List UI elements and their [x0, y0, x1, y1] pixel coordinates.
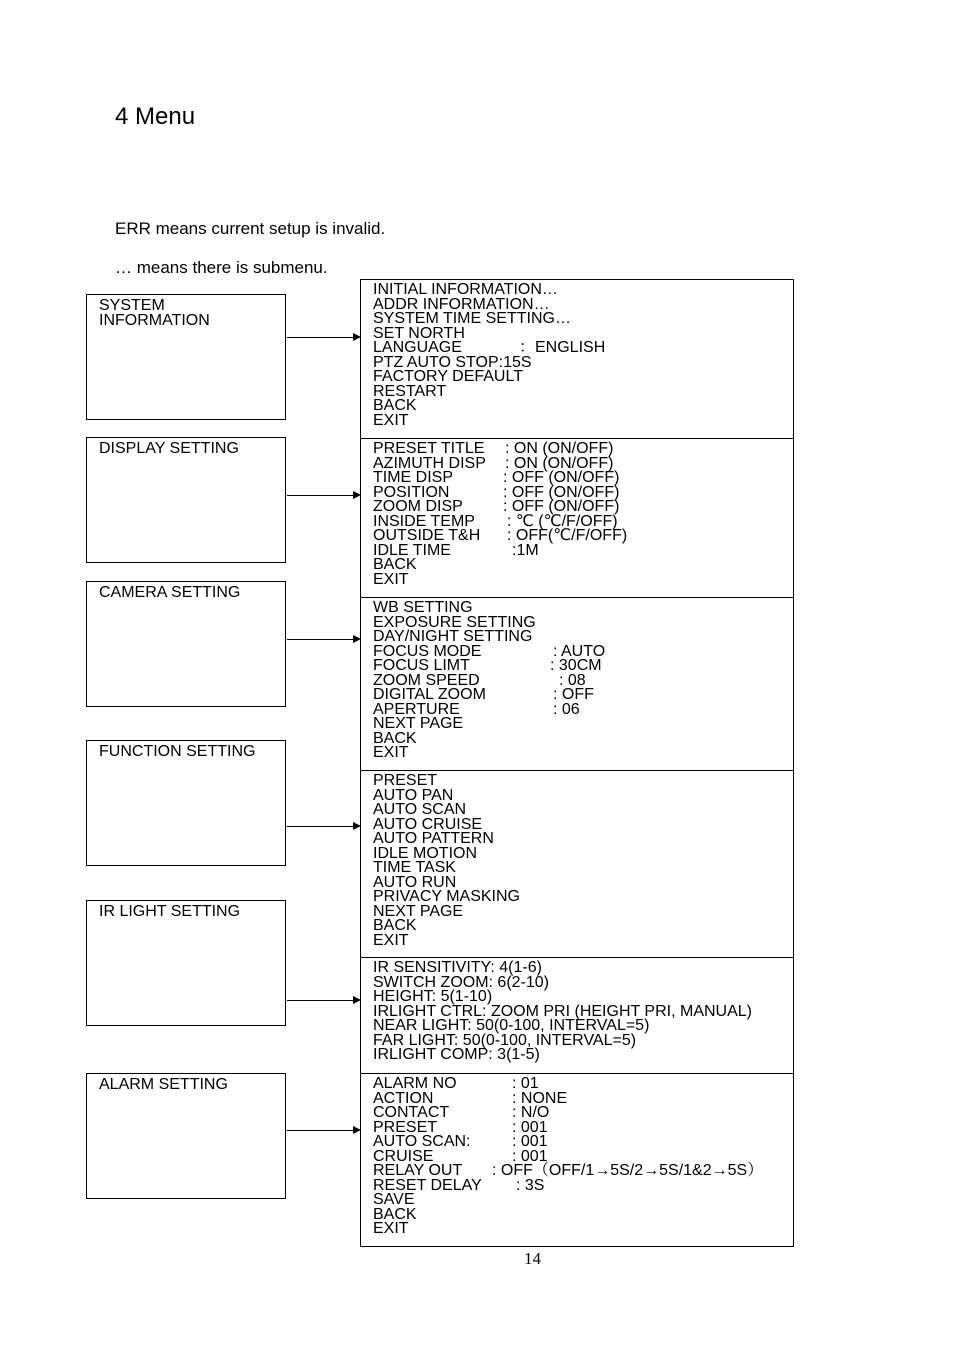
- page-number: 14: [524, 1249, 541, 1268]
- submenu-item-label: INITIAL INFORMATION…: [373, 281, 558, 298]
- submenu-item-value: : 001: [512, 1147, 548, 1165]
- submenu-arrow: [287, 639, 353, 640]
- submenu-item-label: AUTO PATTERN: [373, 830, 494, 847]
- submenu-item-value: ：ENGLISH: [519, 339, 606, 356]
- submenu-item-label: INSIDE TEMP: [373, 512, 475, 530]
- submenu-item-label: NEAR LIGHT: 50(0-100, INTERVAL=5): [373, 1017, 650, 1034]
- submenu-item-label: AUTO PAN: [373, 786, 454, 804]
- submenu-item-label: IDLE TIME: [373, 541, 451, 559]
- submenu-item-label: FAR LIGHT: 50(0-100, INTERVAL=5): [373, 1031, 637, 1049]
- submenu-item-label: BACK: [373, 917, 417, 934]
- submenu-item: [373, 1048, 540, 1063]
- submenu-item-label: ALARM NO: [373, 1075, 457, 1092]
- submenu-item-label: RELAY OUT: [373, 1162, 463, 1179]
- submenu-item-label: DIGITAL ZOOM: [373, 686, 486, 703]
- submenu-item-label: SAVE: [373, 1191, 415, 1208]
- submenu-item-label: EXIT: [373, 570, 409, 588]
- submenu-item-value: : OFF (ON/OFF): [503, 483, 620, 501]
- submenu-item-value: : 001: [512, 1133, 548, 1150]
- submenu-item-label: AUTO RUN: [373, 873, 457, 891]
- submenu-item: [373, 1222, 409, 1237]
- submenu-item-label: BACK: [373, 1205, 417, 1223]
- submenu-item-label: ADDR INFORMATION…: [373, 295, 550, 313]
- submenu-item-label: IRLIGHT CTRL: ZOOM PRI (HEIGHT PRI, MANUAL): [373, 1002, 752, 1020]
- submenu-item-value: : OFF (ON/OFF): [503, 498, 620, 515]
- submenu-item-label: EXIT: [373, 1220, 409, 1237]
- submenu-item-label: SET NORTH: [373, 324, 465, 342]
- submenu-item-label: ZOOM SPEED: [373, 671, 480, 689]
- submenu-item-label: WB SETTING: [373, 599, 473, 616]
- submenu-item-label: PRESET: [373, 1118, 438, 1136]
- submenu-item-label: EXIT: [373, 744, 409, 761]
- submenu-item-label: AUTO SCAN:: [373, 1133, 471, 1150]
- menu-category-box: [86, 1073, 286, 1199]
- submenu-box: [360, 1073, 794, 1247]
- submenu-item-value: : ON (ON/OFF): [505, 440, 614, 457]
- submenu-item-value: :1M: [512, 541, 539, 559]
- menu-category-label: IR LIGHT SETTING: [99, 903, 241, 920]
- submenu-item: [373, 931, 409, 949]
- submenu-arrow: [287, 1000, 353, 1001]
- submenu-item-label: DAY/NIGHT SETTING: [373, 628, 533, 645]
- menu-category-label: FUNCTION SETTING: [99, 743, 256, 760]
- submenu-item-value: : 30CM: [550, 657, 602, 674]
- submenu-item-label: NEXT PAGE: [373, 715, 464, 732]
- submenu-item-value: : 3S: [516, 1176, 545, 1194]
- submenu-item-value: : OFF(℃/F/OFF): [507, 527, 628, 544]
- submenu-item-label: PTZ AUTO STOP:15S: [373, 353, 532, 371]
- submenu-item-label: ACTION: [373, 1089, 434, 1107]
- submenu-item-label: POSITION: [373, 483, 450, 501]
- submenu-item-label: AUTO CRUISE: [373, 815, 483, 833]
- submenu-item-label: RESET DELAY: [373, 1176, 482, 1194]
- submenu-item-label: EXIT: [373, 411, 409, 429]
- submenu-item-label: SYSTEM TIME SETTING…: [373, 310, 571, 327]
- submenu-item-label: FACTORY DEFAULT: [373, 368, 523, 385]
- submenu-item-label: SWITCH ZOOM: 6(2-10): [373, 973, 550, 991]
- submenu-arrow: [287, 826, 353, 827]
- menu-category-label: CAMERA SETTING: [99, 584, 241, 601]
- menu-category-box: [86, 740, 286, 866]
- submenu-item-label: FOCUS LIMT: [373, 657, 470, 674]
- submenu-item-label: APERTURE: [373, 700, 460, 718]
- submenu-item-label: LANGUAGE: [373, 339, 462, 356]
- submenu-item-label: EXPOSURE SETTING: [373, 613, 536, 631]
- submenu-arrow: [287, 495, 353, 496]
- submenu-item-label: NEXT PAGE: [373, 902, 464, 920]
- submenu-item-value: : 08: [559, 671, 586, 689]
- submenu-item-value: : 06: [553, 700, 580, 718]
- menu-category-label: ALARM SETTING: [99, 1076, 228, 1093]
- submenu-box: [360, 438, 794, 598]
- menu-category-box: [86, 294, 286, 420]
- submenu-item-label: HEIGHT: 5(1-10): [373, 988, 493, 1005]
- submenu-item-label: CRUISE: [373, 1147, 434, 1165]
- submenu-item-value: : NONE: [512, 1089, 568, 1107]
- submenu-box: [360, 597, 794, 771]
- submenu-item: [373, 411, 409, 429]
- menu-category-box: [86, 900, 286, 1026]
- submenu-box: [360, 957, 794, 1074]
- submenu-item-label: BACK: [373, 729, 417, 747]
- submenu-item-label: PRIVACY MASKING: [373, 888, 520, 905]
- submenu-item-label: IRLIGHT COMP: 3(1-5): [373, 1046, 540, 1063]
- submenu-item: [373, 570, 409, 588]
- submenu-item-label: BACK: [373, 397, 417, 414]
- submenu-item-value: : 01: [512, 1075, 539, 1092]
- submenu-item-label: PRESET TITLE: [373, 440, 485, 457]
- submenu-item-value: : N/O: [512, 1104, 550, 1121]
- note-submenu: … means there is submenu.: [115, 258, 328, 277]
- submenu-item-value: : OFF (ON/OFF): [503, 469, 620, 486]
- submenu-arrow: [287, 1130, 353, 1131]
- submenu-item-value: : ℃ (℃/F/OFF): [507, 512, 618, 530]
- submenu-item-label: TIME DISP: [373, 469, 454, 486]
- submenu-item: [373, 746, 409, 761]
- menu-category-label: SYSTEM INFORMATION: [99, 297, 210, 329]
- submenu-item-label: OUTSIDE T&H: [373, 527, 481, 544]
- submenu-item-value: : ON (ON/OFF): [505, 454, 614, 472]
- submenu-box: [360, 770, 794, 958]
- submenu-item-value: : 001: [512, 1118, 548, 1136]
- submenu-item-label: RESTART: [373, 382, 447, 400]
- submenu-item-label: TIME TASK: [373, 859, 456, 876]
- submenu-item-label: IR SENSITIVITY: 4(1-6): [373, 959, 542, 976]
- menu-category-box: [86, 437, 286, 563]
- menu-category-label: DISPLAY SETTING: [99, 440, 239, 457]
- submenu-item-label: CONTACT: [373, 1104, 450, 1121]
- submenu-item-value: : AUTO: [553, 642, 606, 660]
- submenu-item-label: EXIT: [373, 931, 409, 949]
- submenu-item-label: AZIMUTH DISP: [373, 454, 486, 472]
- submenu-item-value: : OFF（OFF/1→5S/2→5S/1&2→5S）: [492, 1162, 764, 1179]
- menu-category-box: [86, 581, 286, 707]
- note-err: ERR means current setup is invalid.: [115, 219, 386, 238]
- submenu-item-label: PRESET: [373, 772, 438, 789]
- submenu-item-label: FOCUS MODE: [373, 642, 482, 660]
- submenu-item-label: ZOOM DISP: [373, 498, 463, 515]
- submenu-item-label: IDLE MOTION: [373, 844, 478, 862]
- submenu-item-value: : OFF: [553, 686, 594, 703]
- submenu-arrow: [287, 337, 353, 338]
- submenu-item-label: AUTO SCAN: [373, 801, 467, 818]
- page-title: 4 Menu: [115, 103, 196, 130]
- submenu-item-label: BACK: [373, 556, 417, 573]
- submenu-box: [360, 279, 794, 439]
